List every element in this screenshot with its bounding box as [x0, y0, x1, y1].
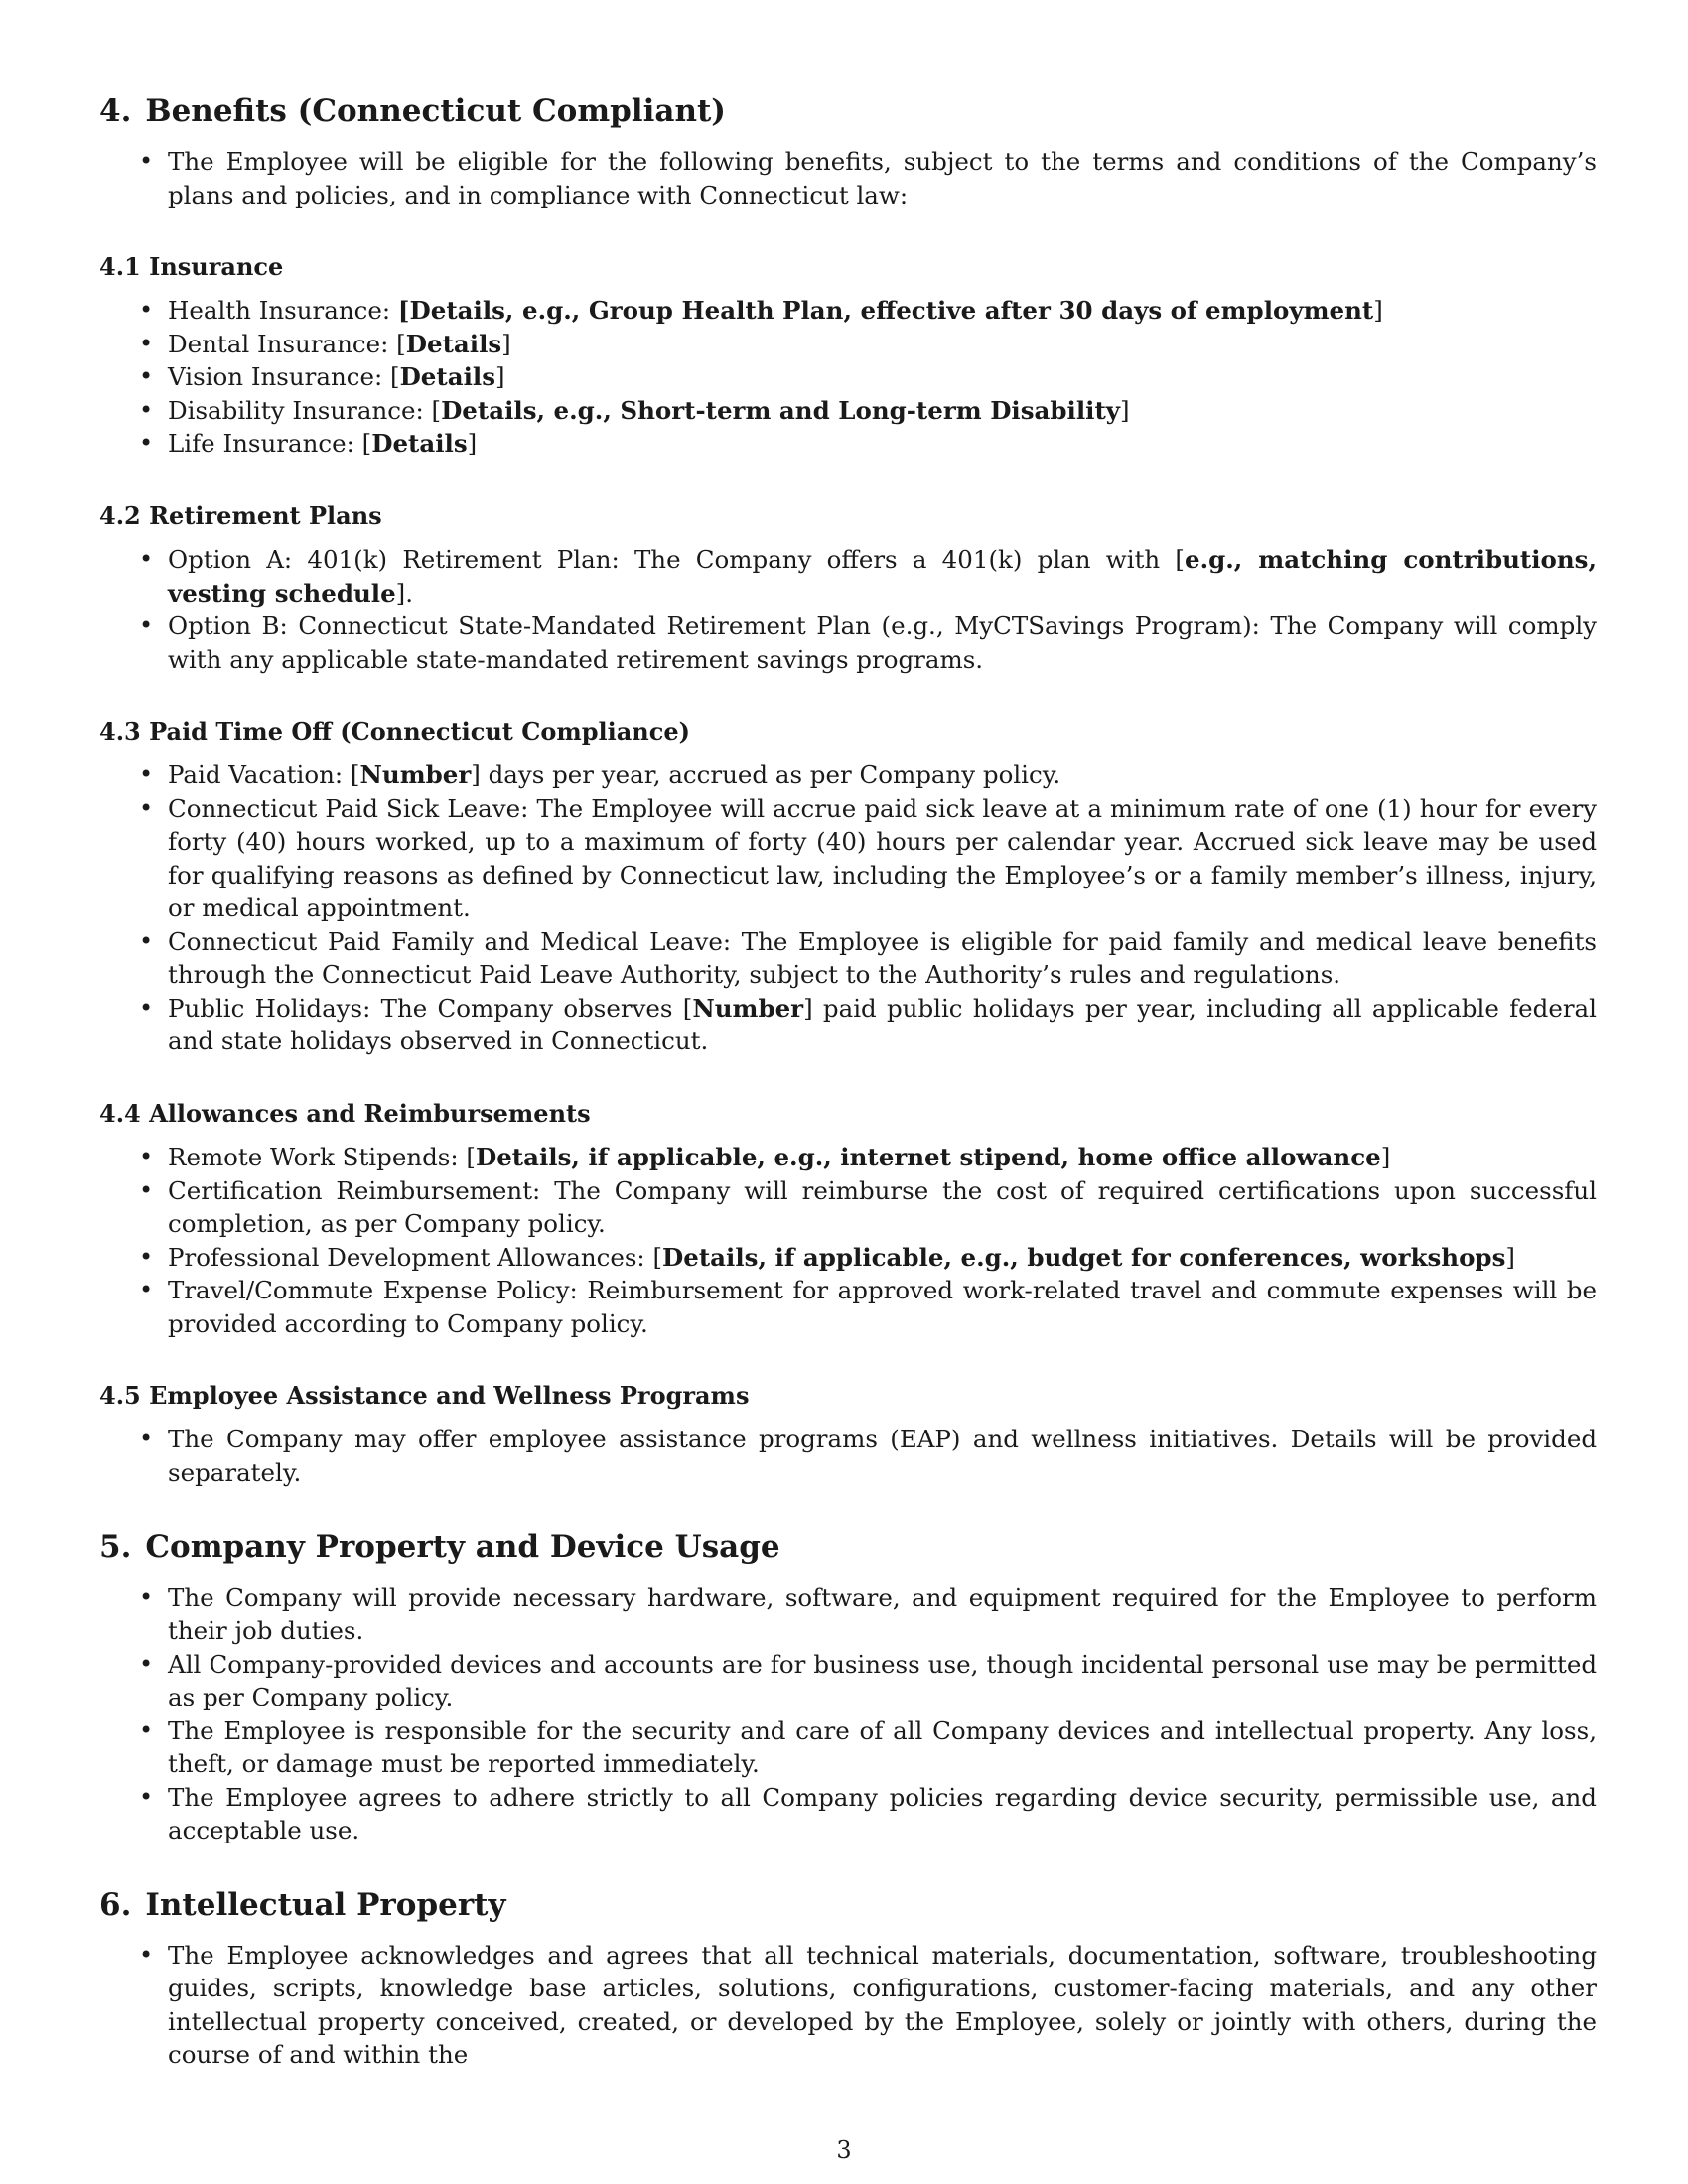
retirement-list — [99, 543, 1597, 676]
section-6-heading — [99, 1885, 1597, 1925]
list-item — [99, 294, 1597, 328]
document-page — [99, 91, 1597, 2072]
list-item: • Certification Reimbursement: The Company will reimburse the cost of required certifications upon successful completion, as per Company policy. — [99, 1174, 1597, 1241]
item-text: Public Holidays: The Company observes [ — [168, 993, 693, 1023]
section-5-title: Company Property and Device Usage — [145, 1529, 780, 1566]
item-label: Vision Insurance: — [168, 362, 390, 392]
list-item — [99, 427, 1597, 461]
list-item — [99, 758, 1597, 792]
list-item: • Option B: Connecticut State-Mandated Retirement Plan (e.g., MyCTSavings Program): The Company will comply with any applicable state-mandated retirement savings programs. — [99, 610, 1597, 676]
list-item: • The Company may offer employee assistance programs (EAP) and wellness initiatives. Details will be provided separately. — [99, 1423, 1597, 1489]
item-label: Dental Insurance: — [168, 329, 397, 358]
list-item: • All Company-provided devices and accounts are for business use, though incidental personal use may be permitted as per Company policy. — [99, 1648, 1597, 1714]
item-detail: Details — [405, 329, 502, 358]
subsection-4-5-heading: 4.5 Employee Assistance and Wellness Programs — [99, 1381, 750, 1411]
list-item: • The Employee acknowledges and agrees that all technical materials, documentation, software, troubleshooting guides, scripts, knowledge base articles, solutions, configurations, customer-facing materials, and any other intellectual property conceived, created, or developed by the Employee, solely or jointly with others, during the course of and within the — [99, 1939, 1597, 2072]
item-detail: Details, if applicable, e.g., internet stipend, home office allowance — [475, 1143, 1381, 1172]
bracket-open: [ — [397, 296, 410, 326]
list-item: • The Employee agrees to adhere strictly to all Company policies regarding device security, permissible use, and acceptable use. — [99, 1781, 1597, 1847]
item-detail: e.g., matching contributions, vesting schedule — [168, 545, 1597, 608]
item-detail: Details — [399, 362, 495, 392]
item-detail: Number — [692, 993, 804, 1023]
insurance-list — [99, 294, 1597, 461]
bracket-open: [ — [396, 329, 406, 358]
item-detail: Details, e.g., Short-term and Long-term Disability — [441, 395, 1121, 425]
item-text: ]. — [395, 578, 414, 608]
list-item — [99, 394, 1597, 428]
list-item: • Connecticut Paid Family and Medical Leave: The Employee is eligible for paid family and medical leave benefits through the Connecticut Paid Leave Authority, subject to the Authority’s rules and regulations. — [99, 925, 1597, 992]
item-text: ] — [1505, 1242, 1515, 1272]
section-4-number: 4. — [99, 93, 132, 129]
section-4-intro-list — [99, 145, 1597, 211]
item-label: Life Insurance: — [168, 429, 362, 459]
subsection-4-4-heading: 4.4 Allowances and Reimbursements — [99, 1098, 591, 1128]
bracket-close: ] — [495, 362, 505, 392]
ip-list — [99, 1939, 1597, 2072]
list-item: • The Company will provide necessary hardware, software, and equipment required for the Employee to perform their job duties. — [99, 1581, 1597, 1648]
section-5-number: 5. — [99, 1529, 132, 1566]
list-item — [99, 1141, 1597, 1174]
list-item: • Connecticut Paid Sick Leave: The Employee will accrue paid sick leave at a minimum rate of one (1) hour for every forty (40) hours worked, up to a maximum of forty (40) hours per calendar year. Accrued sick leave may be used for qualifying reasons as defined by Connecticut law, including the Employee’s or a family member’s illness, injury, or medical appointment. — [99, 792, 1597, 925]
subsection-4-2-heading: 4.2 Retirement Plans — [99, 500, 382, 530]
bracket-open: [ — [361, 429, 372, 459]
item-text: Option A: 401(k) Retirement Plan: The Company offers a 401(k) plan with [ — [168, 545, 1185, 575]
section-4-heading — [99, 91, 1597, 131]
item-text: Professional Development Allowances: [ — [168, 1242, 663, 1272]
section-5-heading — [99, 1527, 1597, 1567]
list-item — [99, 328, 1597, 361]
allowances-list — [99, 1141, 1597, 1340]
bracket-open: [ — [431, 395, 442, 425]
subsection-4-1-heading: 4.1 Insurance — [99, 252, 284, 282]
section-6-title: Intellectual Property — [145, 1886, 506, 1923]
section-6-number: 6. — [99, 1886, 132, 1923]
item-text: Paid Vacation: [ — [168, 760, 360, 790]
bracket-close: ] — [1373, 296, 1383, 326]
bracket-open: [ — [390, 362, 400, 392]
section-4-title: Benefits (Connecticut Compliant) — [145, 93, 726, 129]
page-number: 3 — [836, 2136, 852, 2164]
item-label: Disability Insurance: — [168, 395, 432, 425]
bracket-close: ] — [1120, 395, 1130, 425]
property-list — [99, 1581, 1597, 1847]
item-detail: Number — [359, 760, 472, 790]
list-item: • Travel/Commute Expense Policy: Reimbursement for approved work-related travel and commute expenses will be provided according to Company policy. — [99, 1274, 1597, 1340]
item-detail: Details — [371, 429, 468, 459]
item-detail: Details, if applicable, e.g., budget for conferences, workshops — [662, 1242, 1506, 1272]
list-item — [99, 1241, 1597, 1275]
bracket-close: ] — [501, 329, 511, 358]
list-item — [99, 360, 1597, 394]
item-text: ] paid public holidays per year, including all applicable federal and state holidays observed in Connecticut. — [168, 993, 1597, 1056]
list-item — [99, 992, 1597, 1058]
pto-list — [99, 758, 1597, 1058]
item-text: Remote Work Stipends: [ — [168, 1143, 476, 1172]
list-item — [99, 543, 1597, 610]
item-detail: Details, e.g., Group Health Plan, effective after 30 days of employment — [409, 296, 1374, 326]
item-label: Health Insurance: — [168, 296, 398, 326]
wellness-list — [99, 1423, 1597, 1489]
item-text: ] — [1380, 1143, 1391, 1172]
bracket-close: ] — [467, 429, 478, 459]
list-item: • The Employee is responsible for the security and care of all Company devices and intellectual property. Any loss, theft, or damage must be reported immediately. — [99, 1714, 1597, 1781]
section-4-intro: • The Employee will be eligible for the following benefits, subject to the terms and conditions of the Company’s plans and policies, and in compliance with Connecticut law: — [99, 145, 1597, 211]
item-text: ] days per year, accrued as per Company policy. — [471, 760, 1061, 790]
subsection-4-3-heading: 4.3 Paid Time Off (Connecticut Compliance) — [99, 717, 690, 747]
